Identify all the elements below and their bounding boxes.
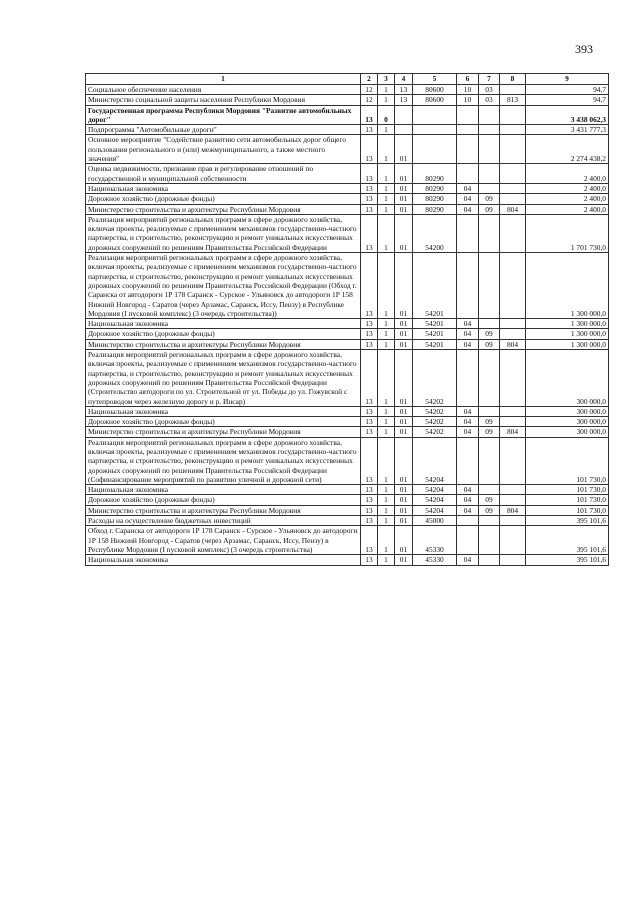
table-row (86, 105, 609, 125)
column-header-2: 2 (361, 74, 378, 85)
code-subprogram-cell: 1 (378, 194, 395, 204)
code-section-cell (457, 164, 479, 184)
code-subsection-cell (479, 437, 500, 484)
code-section-cell (457, 135, 479, 164)
table-row (86, 329, 609, 339)
amount-cell: 3 438 062,3 (526, 105, 609, 125)
code-subprogram-cell: 1 (378, 164, 395, 184)
item-name-cell: Национальная экономика (86, 485, 361, 495)
table-row (86, 183, 609, 193)
table-row (86, 516, 609, 526)
code-event-cell: 01 (395, 329, 413, 339)
amount-cell: 395 101,6 (526, 555, 609, 565)
item-name-cell: Основное мероприятие "Содействие развитию сети автомобильных дорог общего пользования регионального и (или) межмуниципального, а также местного значения" (86, 135, 361, 164)
code-program-cell: 13 (361, 437, 378, 484)
item-name-cell: Министерство строительства и архитектуры Республики Мордовия (86, 339, 361, 349)
item-name-cell: Государственная программа Республики Мордовия "Развитие автомобильных дорог" (86, 105, 361, 125)
table-row (86, 555, 609, 565)
code-subsection-cell: 09 (479, 204, 500, 214)
code-event-cell: 01 (395, 253, 413, 319)
code-event-cell: 01 (395, 555, 413, 565)
item-name-cell: Реализация мероприятий региональных программ в сфере дорожного хозяйства, включая проекты, реализуемые с применением механизмов государственно-частного партнерства, и строительство, реконструкцию и ремонт уникальных искусственных дорожных сооружений по решениям Правительства Российской Федерации (86, 214, 361, 252)
amount-cell: 101 730,0 (526, 505, 609, 515)
code-direction-cell: 54202 (413, 406, 457, 416)
item-name-cell: Социальное обеспечение населения (86, 85, 361, 95)
code-subsection-cell (479, 555, 500, 565)
code-subprogram-cell: 1 (378, 505, 395, 515)
code-program-cell: 13 (361, 253, 378, 319)
code-subprogram-cell: 1 (378, 485, 395, 495)
code-ministry-cell (500, 485, 526, 495)
amount-cell: 1 300 000,0 (526, 253, 609, 319)
table-row (86, 164, 609, 184)
code-event-cell: 01 (395, 406, 413, 416)
code-subsection-cell (479, 516, 500, 526)
code-direction-cell: 80290 (413, 204, 457, 214)
table-row (86, 495, 609, 505)
code-program-cell: 13 (361, 339, 378, 349)
amount-cell: 2 400,0 (526, 164, 609, 184)
code-subsection-cell: 09 (479, 505, 500, 515)
code-section-cell: 04 (457, 406, 479, 416)
code-ministry-cell (500, 350, 526, 407)
code-event-cell: 01 (395, 204, 413, 214)
item-name-cell: Министерство строительства и архитектуры Республики Мордовия (86, 505, 361, 515)
item-name-cell: Дорожное хозяйство (дорожные фонды) (86, 495, 361, 505)
code-event-cell: 01 (395, 516, 413, 526)
code-section-cell: 04 (457, 339, 479, 349)
code-section-cell: 04 (457, 495, 479, 505)
table-row (86, 85, 609, 95)
code-event-cell: 01 (395, 194, 413, 204)
code-event-cell: 01 (395, 485, 413, 495)
code-subprogram-cell: 1 (378, 555, 395, 565)
amount-cell: 2 400,0 (526, 204, 609, 214)
code-direction-cell: 54204 (413, 437, 457, 484)
code-section-cell: 04 (457, 555, 479, 565)
column-header-3: 3 (378, 74, 395, 85)
table-row (86, 95, 609, 105)
code-ministry-cell (500, 214, 526, 252)
amount-cell: 1 300 000,0 (526, 339, 609, 349)
code-direction-cell: 80600 (413, 95, 457, 105)
table-row (86, 214, 609, 252)
amount-cell: 101 730,0 (526, 437, 609, 484)
code-program-cell: 13 (361, 183, 378, 193)
code-direction-cell: 54204 (413, 495, 457, 505)
item-name-cell: Национальная экономика (86, 319, 361, 329)
item-name-cell: Национальная экономика (86, 406, 361, 416)
code-subsection-cell (479, 319, 500, 329)
amount-cell: 1 300 000,0 (526, 319, 609, 329)
amount-cell: 3 431 777,3 (526, 125, 609, 135)
column-header-7: 7 (479, 74, 500, 85)
code-ministry-cell (500, 125, 526, 135)
table-row (86, 204, 609, 214)
code-event-cell: 01 (395, 505, 413, 515)
code-section-cell (457, 125, 479, 135)
code-event-cell: 01 (395, 339, 413, 349)
code-program-cell: 13 (361, 427, 378, 437)
code-section-cell: 04 (457, 329, 479, 339)
code-subsection-cell: 09 (479, 427, 500, 437)
code-ministry-cell (500, 516, 526, 526)
code-event-cell: 01 (395, 526, 413, 555)
code-event-cell: 01 (395, 350, 413, 407)
table-row (86, 253, 609, 319)
code-subprogram-cell: 1 (378, 214, 395, 252)
code-subprogram-cell: 1 (378, 339, 395, 349)
code-direction-cell: 54202 (413, 350, 457, 407)
code-event-cell: 13 (395, 95, 413, 105)
table-row (86, 485, 609, 495)
code-direction-cell: 54201 (413, 339, 457, 349)
code-ministry-cell: 804 (500, 339, 526, 349)
code-section-cell: 04 (457, 485, 479, 495)
code-program-cell: 13 (361, 125, 378, 135)
code-direction-cell: 80600 (413, 85, 457, 95)
code-ministry-cell (500, 329, 526, 339)
code-ministry-cell (500, 437, 526, 484)
code-subsection-cell (479, 350, 500, 407)
code-subprogram-cell: 1 (378, 526, 395, 555)
item-name-cell: Обход г. Саранска от автодороги 1Р 178 Саранск - Сурское - Ульяновск до автодороги 1Р 158 Нижний Новгород - Саратов (через Арзамас, Саранск, Исcу, Пензу) в Республике Мордовия (I пусковой комплекс) (3 очередь строительства) (86, 526, 361, 555)
code-program-cell: 13 (361, 505, 378, 515)
code-event-cell: 01 (395, 495, 413, 505)
code-section-cell (457, 214, 479, 252)
code-subsection-cell: 09 (479, 495, 500, 505)
code-ministry-cell (500, 417, 526, 427)
code-ministry-cell (500, 194, 526, 204)
column-header-4: 4 (395, 74, 413, 85)
code-direction-cell: 54201 (413, 319, 457, 329)
code-subprogram-cell: 1 (378, 437, 395, 484)
code-event-cell: 01 (395, 135, 413, 164)
amount-cell: 2 400,0 (526, 194, 609, 204)
code-section-cell: 04 (457, 319, 479, 329)
code-program-cell: 13 (361, 105, 378, 125)
code-direction-cell (413, 125, 457, 135)
code-event-cell (395, 125, 413, 135)
code-event-cell: 01 (395, 319, 413, 329)
code-subsection-cell (479, 164, 500, 184)
column-header-8: 8 (500, 74, 526, 85)
code-subprogram-cell: 1 (378, 495, 395, 505)
code-section-cell (457, 105, 479, 125)
code-direction-cell: 54202 (413, 417, 457, 427)
table-row (86, 135, 609, 164)
code-program-cell: 13 (361, 495, 378, 505)
code-program-cell: 12 (361, 85, 378, 95)
item-name-cell: Министерство строительства и архитектуры Республики Мордовия (86, 427, 361, 437)
code-direction-cell: 80290 (413, 164, 457, 184)
code-subsection-cell (479, 253, 500, 319)
table-row (86, 350, 609, 407)
code-direction-cell: 45330 (413, 555, 457, 565)
code-section-cell: 04 (457, 183, 479, 193)
code-subsection-cell (479, 214, 500, 252)
code-ministry-cell: 804 (500, 505, 526, 515)
item-name-cell: Расходы на осуществление бюджетных инвестиций (86, 516, 361, 526)
amount-cell: 2 400,0 (526, 183, 609, 193)
code-subsection-cell (479, 125, 500, 135)
code-ministry-cell (500, 406, 526, 416)
code-direction-cell: 54201 (413, 329, 457, 339)
code-ministry-cell (500, 183, 526, 193)
table-row (86, 526, 609, 555)
amount-cell: 94,7 (526, 85, 609, 95)
code-event-cell: 01 (395, 214, 413, 252)
amount-cell: 94,7 (526, 95, 609, 105)
table-row (86, 339, 609, 349)
header-row (86, 74, 609, 85)
code-program-cell: 13 (361, 164, 378, 184)
code-ministry-cell (500, 105, 526, 125)
code-section-cell: 04 (457, 204, 479, 214)
code-subsection-cell: 09 (479, 417, 500, 427)
code-section-cell (457, 253, 479, 319)
code-ministry-cell (500, 164, 526, 184)
code-subprogram-cell: 1 (378, 95, 395, 105)
code-subprogram-cell: 1 (378, 85, 395, 95)
code-section-cell: 10 (457, 95, 479, 105)
code-subsection-cell (479, 105, 500, 125)
code-direction-cell (413, 135, 457, 164)
code-event-cell: 13 (395, 85, 413, 95)
budget-table (85, 73, 609, 566)
code-ministry-cell: 804 (500, 427, 526, 437)
amount-cell: 300 000,0 (526, 427, 609, 437)
code-ministry-cell (500, 555, 526, 565)
amount-cell: 395 101,6 (526, 516, 609, 526)
code-program-cell: 13 (361, 214, 378, 252)
code-subprogram-cell: 1 (378, 204, 395, 214)
code-subprogram-cell: 1 (378, 406, 395, 416)
amount-cell: 101 730,0 (526, 485, 609, 495)
code-direction-cell: 54204 (413, 505, 457, 515)
code-subsection-cell: 09 (479, 339, 500, 349)
code-subprogram-cell: 1 (378, 253, 395, 319)
code-ministry-cell (500, 85, 526, 95)
item-name-cell: Министерство социальной защиты населения Республики Мордовия (86, 95, 361, 105)
table-body (86, 85, 609, 566)
code-program-cell: 13 (361, 526, 378, 555)
code-direction-cell: 54200 (413, 214, 457, 252)
code-direction-cell: 45000 (413, 516, 457, 526)
code-ministry-cell: 804 (500, 204, 526, 214)
code-event-cell: 01 (395, 164, 413, 184)
item-name-cell: Дорожное хозяйство (дорожные фонды) (86, 329, 361, 339)
code-section-cell (457, 516, 479, 526)
item-name-cell: Подпрограмма "Автомобильные дороги" (86, 125, 361, 135)
code-direction-cell: 54204 (413, 485, 457, 495)
item-name-cell: Национальная экономика (86, 183, 361, 193)
column-header-1: 1 (86, 74, 361, 85)
item-name-cell: Национальная экономика (86, 555, 361, 565)
code-direction-cell: 80290 (413, 194, 457, 204)
code-direction-cell: 80290 (413, 183, 457, 193)
code-ministry-cell (500, 319, 526, 329)
item-name-cell: Дорожное хозяйство (дорожные фонды) (86, 417, 361, 427)
code-section-cell: 10 (457, 85, 479, 95)
amount-cell: 2 274 438,2 (526, 135, 609, 164)
code-direction-cell: 54202 (413, 427, 457, 437)
amount-cell: 300 000,0 (526, 417, 609, 427)
code-subprogram-cell: 1 (378, 125, 395, 135)
code-subprogram-cell: 1 (378, 319, 395, 329)
table-row (86, 194, 609, 204)
code-subsection-cell: 09 (479, 329, 500, 339)
item-name-cell: Оценка недвижимости, признание прав и регулирование отношений по государственной и муниципальной собственности (86, 164, 361, 184)
table-row (86, 505, 609, 515)
code-subprogram-cell: 1 (378, 135, 395, 164)
code-event-cell: 01 (395, 183, 413, 193)
code-ministry-cell (500, 253, 526, 319)
table-row (86, 125, 609, 135)
code-program-cell: 13 (361, 417, 378, 427)
code-program-cell: 13 (361, 406, 378, 416)
code-subsection-cell (479, 485, 500, 495)
code-subsection-cell (479, 526, 500, 555)
amount-cell: 1 300 000,0 (526, 329, 609, 339)
code-direction-cell: 54201 (413, 253, 457, 319)
code-event-cell: 01 (395, 437, 413, 484)
code-subsection-cell (479, 183, 500, 193)
code-program-cell: 13 (361, 485, 378, 495)
code-program-cell: 13 (361, 350, 378, 407)
amount-cell: 101 730,0 (526, 495, 609, 505)
code-section-cell: 04 (457, 194, 479, 204)
code-program-cell: 12 (361, 95, 378, 105)
code-program-cell: 13 (361, 194, 378, 204)
code-program-cell: 13 (361, 516, 378, 526)
code-section-cell (457, 437, 479, 484)
amount-cell: 300 000,0 (526, 406, 609, 416)
column-header-5: 5 (413, 74, 457, 85)
item-name-cell: Реализация мероприятий региональных программ в сфере дорожного хозяйства, включая проекты, реализуемые с применением механизмов государственно-частного партнерства, и строительство, реконструкцию и ремонт уникальных искусственных дорожных сооружений по решениям Правительства Российской Федерации (Софинансирование мероприятий по развитию уличной и дорожной сети) (86, 437, 361, 484)
code-program-cell: 13 (361, 135, 378, 164)
code-subprogram-cell: 0 (378, 105, 395, 125)
code-ministry-cell (500, 526, 526, 555)
code-subsection-cell (479, 406, 500, 416)
code-section-cell: 04 (457, 505, 479, 515)
code-section-cell (457, 350, 479, 407)
code-direction-cell (413, 105, 457, 125)
code-event-cell: 01 (395, 417, 413, 427)
code-direction-cell: 45330 (413, 526, 457, 555)
code-program-cell: 13 (361, 329, 378, 339)
code-subsection-cell (479, 135, 500, 164)
code-subprogram-cell: 1 (378, 183, 395, 193)
code-program-cell: 13 (361, 555, 378, 565)
code-section-cell (457, 526, 479, 555)
column-header-9: 9 (526, 74, 609, 85)
amount-cell: 1 701 730,0 (526, 214, 609, 252)
table-row (86, 406, 609, 416)
code-subsection-cell: 03 (479, 95, 500, 105)
table-row (86, 417, 609, 427)
code-subprogram-cell: 1 (378, 329, 395, 339)
amount-cell: 300 000,0 (526, 350, 609, 407)
item-name-cell: Дорожное хозяйство (дорожные фонды) (86, 194, 361, 204)
code-subsection-cell: 09 (479, 194, 500, 204)
code-ministry-cell (500, 495, 526, 505)
item-name-cell: Реализация мероприятий региональных программ в сфере дорожного хозяйства, включая проекты, реализуемые с применением механизмов государственно-частного партнерства, и строительство, реконструкцию и ремонт уникальных искусственных дорожных сооружений по решениям Правительства Российской Федерации (Строительство автодороги по ул. Строительной от ул. Победы до ул. Гожувской с путепроводом через железную дорогу и р. Инсар) (86, 350, 361, 407)
item-name-cell: Реализация мероприятий региональных программ в сфере дорожного хозяйства, включая проекты, реализуемые с применением механизмов государственно-частного партнерства, и строительство, реконструкцию и ремонт уникальных искусственных дорожных сооружений по решениям Правительства Российской Федерации (Обход г. Саранска от автодороги 1Р 178 Саранск - Сурское - Ульяновск до автодороги 1Р 158 Нижний Новгород - Саратов (через Арзамас, Саранск, Исcу, Пензу) в Республике Мордовия (I пусковой комплекс) (3 очередь строительства)) (86, 253, 361, 319)
table-row (86, 319, 609, 329)
code-subprogram-cell: 1 (378, 427, 395, 437)
code-section-cell: 04 (457, 417, 479, 427)
page-number: 393 (575, 42, 593, 56)
code-subsection-cell: 03 (479, 85, 500, 95)
code-subprogram-cell: 1 (378, 417, 395, 427)
item-name-cell: Министерство строительства и архитектуры Республики Мордовия (86, 204, 361, 214)
code-subprogram-cell: 1 (378, 516, 395, 526)
code-program-cell: 13 (361, 204, 378, 214)
code-ministry-cell: 813 (500, 95, 526, 105)
code-ministry-cell (500, 135, 526, 164)
column-header-6: 6 (457, 74, 479, 85)
code-event-cell: 01 (395, 427, 413, 437)
amount-cell: 395 101,6 (526, 526, 609, 555)
code-subprogram-cell: 1 (378, 350, 395, 407)
code-event-cell (395, 105, 413, 125)
table-row (86, 437, 609, 484)
code-program-cell: 13 (361, 319, 378, 329)
code-section-cell: 04 (457, 427, 479, 437)
table-row (86, 427, 609, 437)
